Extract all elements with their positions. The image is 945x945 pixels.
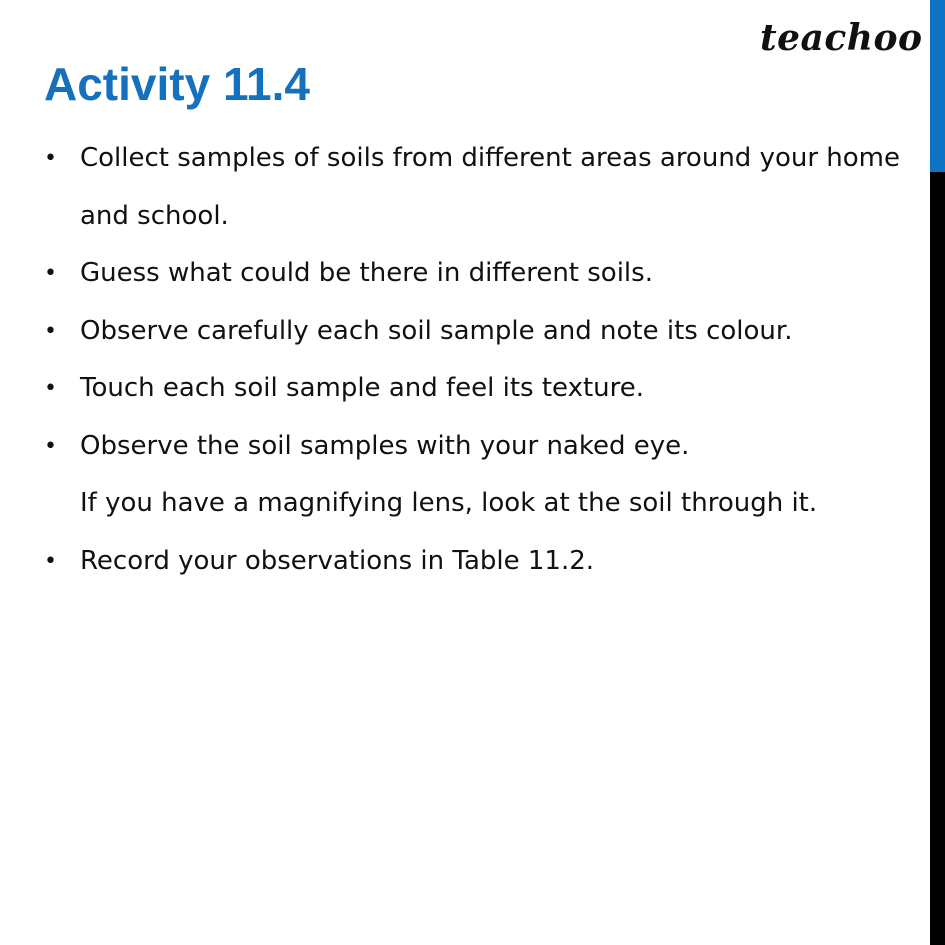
side-bar-accent (930, 0, 945, 172)
side-bar (930, 0, 945, 945)
bullet-icon: • (44, 548, 57, 574)
bullet-icon: • (44, 433, 57, 459)
bullet-text: Observe carefully each soil sample and note its colour. (80, 315, 793, 346)
teachoo-logo: teachoo (760, 17, 923, 59)
bullet-icon: • (44, 376, 57, 401)
list-item (44, 533, 914, 591)
bullet-icon: • (44, 318, 57, 344)
list-item (44, 130, 914, 245)
page-title: Activity 11.4 (44, 58, 310, 110)
list-item (44, 245, 914, 303)
bullet-icon: • (44, 261, 57, 286)
bullet-text: Record your observations in Table 11.2. (80, 545, 595, 576)
bullet-text: Guess what could be there in different soils. (80, 258, 653, 288)
list-item (44, 303, 914, 361)
bullet-text-continuation: If you have a magnifying lens, look at the soil through it. (80, 488, 818, 518)
bullet-text: Touch each soil sample and feel its texture. (80, 373, 645, 403)
bullet-text: Collect samples of soils from different areas around your home (80, 143, 901, 173)
list-item (44, 418, 914, 533)
bullet-text: Observe the soil samples with your naked eye. (80, 430, 690, 461)
bullet-text-continuation: and school. (80, 200, 229, 231)
list-item (44, 360, 914, 418)
bullet-icon: • (44, 146, 57, 171)
bullet-list (44, 130, 914, 590)
